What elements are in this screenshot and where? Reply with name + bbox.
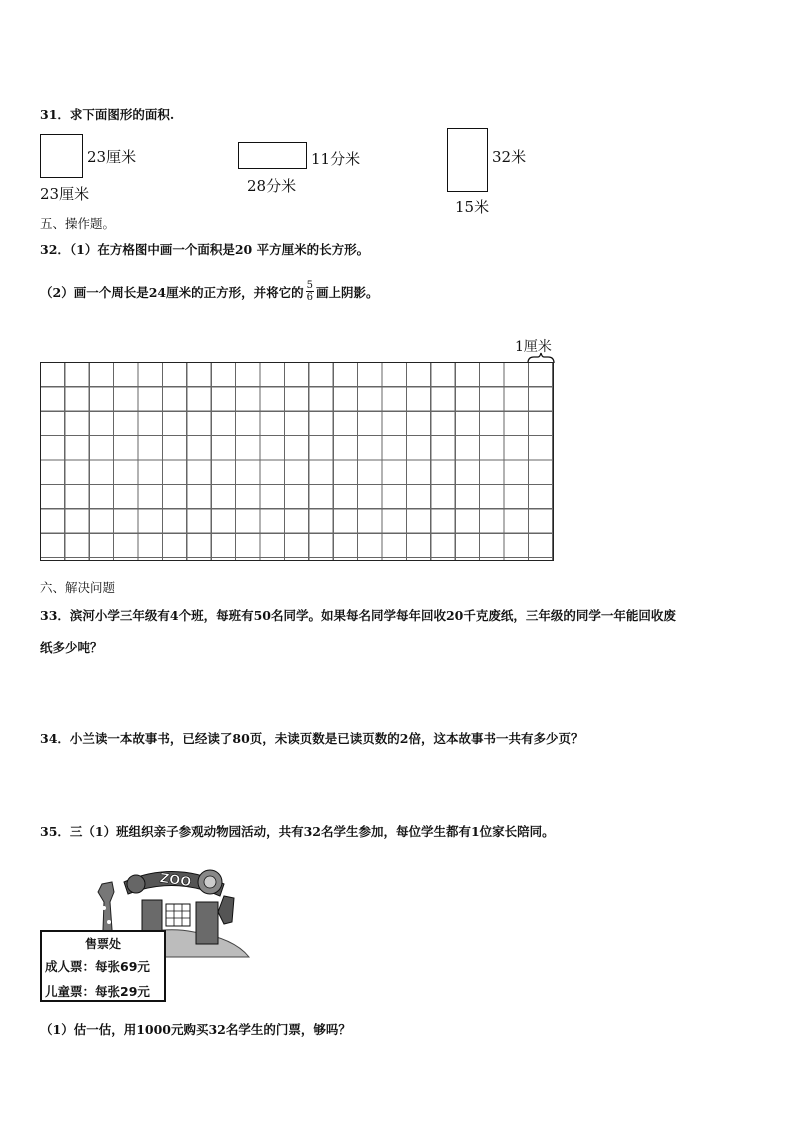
q32-part2-after: 画上阴影。 [315, 284, 379, 300]
q35-sub1: （1）估一估，用1000元购买32名学生的门票，够吗？ [40, 1022, 351, 1037]
square-side-label: 23厘米 [87, 148, 137, 166]
q31-prompt: 31．求下面图形的面积. [40, 107, 175, 122]
square-shape [40, 134, 83, 178]
square-bottom-label: 23厘米 [40, 185, 90, 203]
q32-part2-before: （2）画一个周长是24厘米的正方形，并将它的 [40, 284, 304, 300]
q33-line2: 纸多少吨？ [40, 640, 103, 655]
tall-rectangle-bottom-label: 15米 [455, 198, 490, 216]
rectangle-shape-tall [447, 128, 488, 192]
section6-title: 六、解决问题 [40, 580, 116, 595]
fraction-five-sixths [306, 280, 314, 303]
rectangle-side-label: 11分米 [311, 150, 361, 168]
child-ticket-price: 儿童票：每张29元 [45, 984, 150, 999]
ticket-office-sign [40, 930, 166, 1002]
q32-part1: 32．（1）在方格图中画一个面积是20 平方厘米的长方形。 [40, 242, 370, 257]
fraction-denominator: 6 [306, 292, 313, 303]
ticket-office-title: 售票处 [84, 937, 121, 951]
square-grid[interactable] [40, 362, 554, 561]
adult-ticket-price: 成人票：每张69元 [45, 959, 150, 974]
tall-rectangle-side-label: 32米 [492, 148, 527, 166]
zoo-sign-text: ZOO [158, 871, 193, 891]
scale-label: 1厘米 [515, 339, 552, 355]
rectangle-bottom-label: 28分米 [247, 177, 297, 195]
fraction-numerator: 5 [306, 280, 313, 291]
q32-part2 [40, 280, 378, 303]
q33-line1: 33．滨河小学三年级有4个班，每班有50名同学。如果每名同学每年回收20千克废纸，三年级的同学一年能回收废 [40, 608, 676, 623]
q35-text: 35．三（1）班组织亲子参观动物园活动，共有32名学生参加，每位学生都有1位家长陪同。 [40, 824, 555, 839]
q34-text: 34．小兰读一本故事书，已经读了80页，未读页数是已读页数的2倍，这本故事书一共有多少页？ [40, 731, 584, 746]
rectangle-shape-wide [238, 142, 307, 169]
section5-title: 五、操作题。 [40, 216, 116, 231]
